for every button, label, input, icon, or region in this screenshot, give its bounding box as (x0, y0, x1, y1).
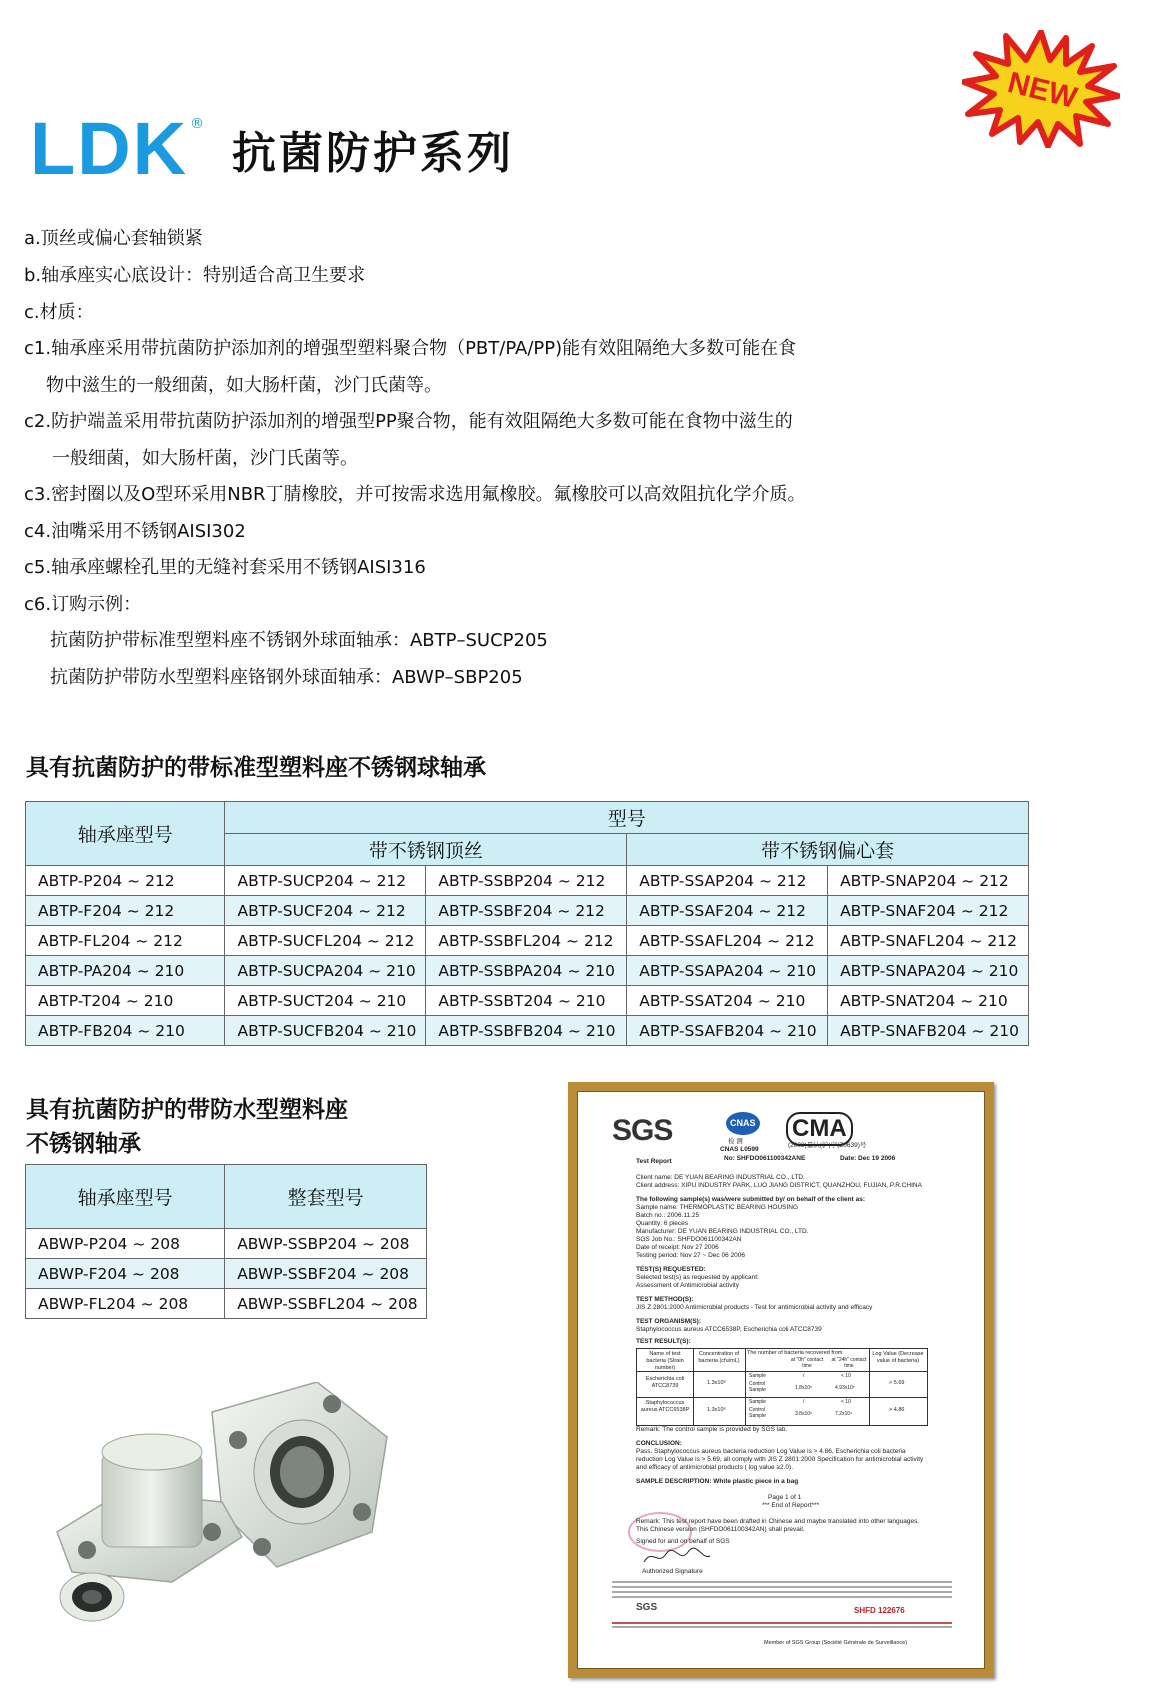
feature-c: c.材质： (24, 302, 94, 323)
cell: ABTP-SUCPA204 ~ 210 (225, 956, 426, 986)
batch-number: Batch no.: 2006.11.25 (636, 1212, 700, 1219)
job-number: SGS Job No.: SHFDO061100342AN (636, 1236, 742, 1243)
tests-line1: Selected test(s) as requested by applicant: (636, 1274, 759, 1281)
brand-logo: LDK (30, 107, 189, 190)
rt-row1-c24: 4.93x10⁵ (835, 1385, 855, 1391)
feature-c5: c5.轴承座螺栓孔里的无缝衬套采用不锈钢AISI316 (24, 557, 426, 578)
tests-line2: Assessment of Antimicrobial activity (636, 1282, 739, 1289)
rt-col-log: Log Value (Decrease value of bacteria) (872, 1351, 924, 1364)
feature-c6: c6.订购示例： (24, 594, 142, 615)
method-heading: TEST METHOD(S): (636, 1296, 694, 1303)
conclusion-line2: reduction Log Value is > 5.69, all comply with JIS Z 2801:2000 Specification for antimicrobial activity (636, 1456, 924, 1463)
feature-c1: c1.轴承座采用带抗菌防护添加剂的增强型塑料聚合物（PBT/PA/PP)能有效阻隔绝大多数可能在食 (24, 338, 797, 359)
cell: ABTP-P204 ~ 212 (26, 866, 225, 896)
table-row (26, 986, 1029, 1016)
sgs-logo: SGS (612, 1114, 673, 1147)
rt-row1-log: > 5.69 (889, 1380, 905, 1386)
cell: ABTP-SUCP204 ~ 212 (225, 866, 426, 896)
cma-number: (2003)量认(沪)字(Z0639)号 (788, 1142, 867, 1149)
cnas-number: CNAS L0599 (720, 1146, 759, 1153)
cell: ABTP-PA204 ~ 210 (26, 956, 225, 986)
table-row (26, 926, 1029, 956)
sgs-test-report (568, 1082, 994, 1678)
member-line: Member of SGS Group (Société Générale de Surveillance) (764, 1640, 908, 1646)
cell: ABTP-FL204 ~ 212 (26, 926, 225, 956)
rt-row2-s24: < 10 (841, 1399, 851, 1405)
cell: ABTP-SUCF204 ~ 212 (225, 896, 426, 926)
feature-c4: c4.油嘴采用不锈钢AISI302 (24, 521, 246, 542)
sgs-footer-logo: SGS (636, 1602, 658, 1613)
cell: ABTP-SSBPA204 ~ 210 (426, 956, 627, 986)
table-row (26, 1259, 427, 1289)
cell: ABTP-SUCT204 ~ 210 (225, 986, 426, 1016)
feature-a: a.顶丝或偏心套轴锁紧 (24, 228, 203, 249)
fine-print (612, 1578, 952, 1604)
address-line (612, 1620, 952, 1630)
cell: ABTP-SSAPA204 ~ 210 (627, 956, 828, 986)
cell: ABTP-SNAFB204 ~ 210 (828, 1016, 1029, 1046)
cnas-cn: 检 测 (728, 1138, 743, 1145)
cell: ABTP-SSBF204 ~ 212 (426, 896, 627, 926)
organism-line: Staphylococcus aureus ATCC6538P, Escherichia coli ATCC8739 (636, 1326, 822, 1333)
rt-row1-sample: Sample (749, 1373, 766, 1379)
conclusion-heading: CONCLUSION: (636, 1440, 682, 1447)
page-title: 抗菌防护系列 (232, 128, 514, 179)
cell: ABTP-SNAT204 ~ 210 (828, 986, 1029, 1016)
cell: ABTP-SNAP204 ~ 212 (828, 866, 1029, 896)
cnas-logo: CNAS (726, 1112, 760, 1135)
table-row (26, 1229, 427, 1259)
cell: ABTP-SNAPA204 ~ 210 (828, 956, 1029, 986)
feature-c2-cont: 一般细菌，如大肠杆菌，沙门氏菌等。 (52, 448, 358, 469)
cell: ABTP-FB204 ~ 210 (26, 1016, 225, 1046)
cell: ABTP-SSBFL204 ~ 212 (426, 926, 627, 956)
cell: ABTP-SSBT204 ~ 210 (426, 986, 627, 1016)
page-number: Page 1 of 1 (768, 1494, 802, 1501)
table2-heading-line1: 具有抗菌防护的带防水型塑料座 (26, 1097, 348, 1123)
col-set-model: 整套型号 (225, 1165, 427, 1229)
serial-number: SHFD 122676 (854, 1606, 905, 1615)
col-model: 型号 (225, 802, 1029, 834)
feature-c1-cont: 物中滋生的一般细菌，如大肠杆菌，沙门氏菌等。 (46, 375, 442, 396)
sample-name: Sample name: THERMOPLASTIC BEARING HOUSING (636, 1204, 799, 1211)
order-example-1: 抗菌防护带标准型塑料座不锈钢外球面轴承：ABTP–SUCP205 (50, 630, 548, 651)
table-row (26, 896, 1029, 926)
rt-col-concentration: Concentration of bacteria (cfu/mL) (698, 1351, 740, 1364)
cell: ABTP-F204 ~ 212 (26, 896, 225, 926)
rt-row1-name: Escherichia coli ATCC8739 (645, 1376, 685, 1389)
cell: ABTP-SSBP204 ~ 212 (426, 866, 627, 896)
remark-prevail: This Chinese version (SHFDO061100342AN) shall prevail. (636, 1526, 805, 1533)
rt-row2-sample: Sample (749, 1399, 766, 1405)
group-setscrew: 带不锈钢顶丝 (225, 834, 627, 866)
table-row (26, 866, 1029, 896)
rt-col-24h: at "24h" contact time (831, 1357, 867, 1370)
end-of-report: *** End of Report*** (762, 1502, 820, 1509)
rt-row2-name: Staphylococcus aureus ATCC6538P (640, 1400, 690, 1413)
rt-row2-log: > 4.86 (889, 1407, 905, 1413)
rt-row1-s0: / (803, 1373, 805, 1379)
cell: ABWP-SSBP204 ~ 208 (225, 1229, 427, 1259)
method-line: JIS Z 2801:2000 Antimicrobial products - Test for antimicrobial activity and efficacy (636, 1304, 873, 1311)
table2-heading-line2: 不锈钢轴承 (26, 1131, 141, 1157)
sample-intro: The following sample(s) was/were submitted by/ on behalf of the client as: (636, 1196, 865, 1203)
order-example-2: 抗菌防护带防水型塑料座铬钢外球面轴承：ABWP–SBP205 (50, 667, 523, 688)
feature-c2: c2.防护端盖采用带抗菌防护添加剂的增强型PP聚合物，能有效阻隔绝大多数可能在食物中滋生的 (24, 411, 793, 432)
cell: ABTP-T204 ~ 210 (26, 986, 225, 1016)
cell: ABWP-FL204 ~ 208 (26, 1289, 225, 1319)
registered-mark: ® (190, 116, 204, 132)
client-address: Client address: XIPU INDUSTRY PARK, LUO JIANG DISTRICT, QUANZHOU, FUJIAN, P.R.CHINA (636, 1182, 922, 1189)
rt-row1-c0: 1.8x10⁵ (795, 1385, 813, 1391)
table1-heading: 具有抗菌防护的带标准型塑料座不锈钢球轴承 (26, 755, 486, 781)
results-table (636, 1348, 928, 1426)
report-number: No: SHFDO061100342ANE (724, 1155, 806, 1162)
cell: ABWP-P204 ~ 208 (26, 1229, 225, 1259)
result-heading: TEST RESULT(S): (636, 1338, 691, 1345)
rt-row2-s0: / (803, 1399, 805, 1405)
rt-row1-conc: 1.3x10⁶ (707, 1380, 726, 1386)
feature-c3: c3.密封圈以及O型环采用NBR丁腈橡胶，并可按需求选用氟橡胶。氟橡胶可以高效阻抗化学介质。 (24, 484, 806, 505)
conclusion-line1: Pass. Staphylococcus aureus bacteria reduction Log Value is > 4.86, Escherichia coli bacteria (636, 1448, 906, 1455)
cell: ABTP-SUCFB204 ~ 210 (225, 1016, 426, 1046)
cell: ABTP-SUCFL204 ~ 212 (225, 926, 426, 956)
cell: ABWP-SSBF204 ~ 208 (225, 1259, 427, 1289)
authorized-signature: Authorized Signature (642, 1568, 703, 1575)
feature-b: b.轴承座实心底设计：特别适合高卫生要求 (24, 265, 366, 286)
cell: ABTP-SSAF204 ~ 212 (627, 896, 828, 926)
cell: ABTP-SSAFL204 ~ 212 (627, 926, 828, 956)
cell: ABTP-SSAT204 ~ 210 (627, 986, 828, 1016)
client-name: Client name: DE YUAN BEARING INDUSTRIAL CO., LTD. (636, 1174, 805, 1181)
rt-col-0h: at "0h" contact time (790, 1357, 824, 1370)
table-row (26, 956, 1029, 986)
signed-on-behalf: Signed for and on behalf of SGS (636, 1538, 730, 1545)
rt-col-recovered: The number of bacteria recovered from (747, 1350, 843, 1356)
testing-period: Testing period: Nov 27 ~ Dec 06 2006 (636, 1252, 745, 1259)
rt-row2-c24: 7.2x10⁴ (835, 1411, 853, 1417)
group-eccentric: 带不锈钢偏心套 (627, 834, 1029, 866)
rt-row2-c0: 3.8x10⁵ (795, 1411, 813, 1417)
cell: ABTP-SNAFL204 ~ 212 (828, 926, 1029, 956)
cell: ABWP-F204 ~ 208 (26, 1259, 225, 1289)
rt-row1-s24: < 10 (841, 1373, 851, 1379)
manufacturer: Manufacturer: DE YUAN BEARING INDUSTRIAL CO., LTD. (636, 1228, 809, 1235)
remark-language: Remark: This test report have been drafted in Chinese and maybe translated into other languages. (636, 1518, 920, 1525)
date-of-receipt: Date of receipt: Nov 27 2006 (636, 1244, 719, 1251)
organism-heading: TEST ORGANISM(S): (636, 1318, 701, 1325)
sample-description: SAMPLE DESCRIPTION: White plastic piece in a bag (636, 1478, 799, 1485)
conclusion-line3: and efficacy of antimicrobial products ( log value ≥2.0). (636, 1464, 793, 1471)
col-housing-model: 轴承座型号 (26, 802, 225, 866)
table-row (26, 1016, 1029, 1046)
rt-col-bacteria: Name of test bacteria (Strain number) (646, 1351, 684, 1371)
remark-control: Remark: The control sample is provided by SGS lab. (636, 1426, 788, 1433)
table-waterproof-housing (25, 1164, 427, 1319)
badge-text: NEW (1004, 66, 1081, 116)
cell: ABTP-SSAFB204 ~ 210 (627, 1016, 828, 1046)
cell: ABTP-SSBFB204 ~ 210 (426, 1016, 627, 1046)
table-row (26, 1289, 427, 1319)
table-standard-housing (25, 801, 1029, 1046)
cma-logo: CMA (786, 1112, 853, 1146)
col-housing-model: 轴承座型号 (26, 1165, 225, 1229)
test-report-label: Test Report (636, 1158, 672, 1165)
cell: ABWP-SSBFL204 ~ 208 (225, 1289, 427, 1319)
tests-heading: TEST(S) REQUESTED: (636, 1266, 706, 1273)
new-burst-badge (962, 30, 1120, 148)
report-date: Date: Dec 19 2006 (840, 1155, 896, 1162)
rt-row1-control: Control Sample (749, 1381, 766, 1394)
cell: ABTP-SNAF204 ~ 212 (828, 896, 1029, 926)
bearing-housing-image (52, 1382, 404, 1627)
signature-scribble (642, 1546, 712, 1568)
cell: ABTP-SSAP204 ~ 212 (627, 866, 828, 896)
rt-row2-control: Control Sample (749, 1407, 766, 1420)
rt-row2-conc: 1.3x10⁶ (707, 1407, 726, 1413)
quantity: Quantity: 6 pieces (636, 1220, 689, 1227)
